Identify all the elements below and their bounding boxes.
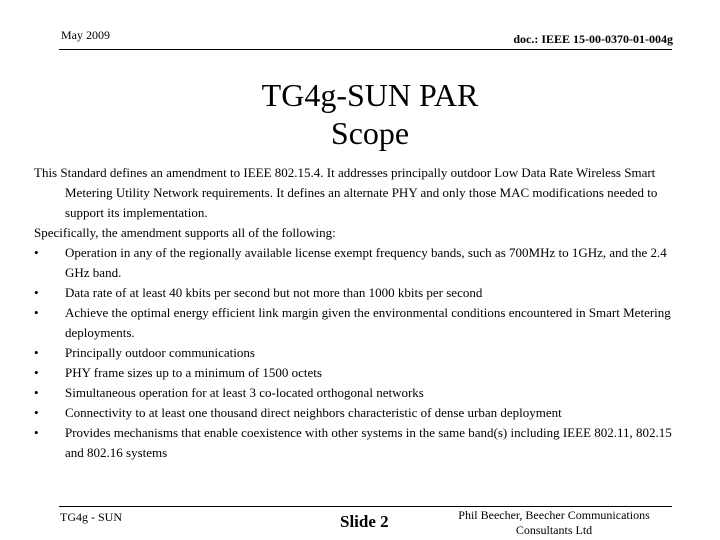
bullet-icon: •: [34, 385, 39, 400]
slide-body: [34, 163, 682, 463]
slide-title: [180, 76, 560, 152]
title-line-1: TG4g-SUN PAR: [261, 77, 479, 113]
bullet-icon: •: [34, 245, 39, 260]
bullet-icon: •: [34, 305, 39, 320]
bullet-text: Data rate of at least 40 kbits per second but not more than 1000 kbits per second: [65, 285, 483, 300]
bullet-item: [34, 343, 682, 363]
bullet-text: Provides mechanisms that enable coexistence with other systems in the same band(s) including IEEE 802.11, 802.15 and 802.16 systems: [65, 425, 672, 460]
footer-author: [452, 508, 656, 538]
bullet-item: [34, 363, 682, 383]
bullet-item: [34, 283, 682, 303]
footer-author-line-1: Phil Beecher, Beecher Communications: [458, 508, 650, 522]
footer-rule: [59, 506, 672, 507]
header-rule: [59, 49, 672, 50]
bullet-text: Operation in any of the regionally available license exempt frequency bands, such as 700MHz to 1GHz, and the 2.4 GHz band.: [65, 245, 667, 280]
bullet-item: [34, 243, 682, 283]
header-date: May 2009: [61, 28, 110, 42]
bullet-text: Simultaneous operation for at least 3 co-located orthogonal networks: [65, 385, 424, 400]
bullet-icon: •: [34, 365, 39, 380]
bullet-list: [34, 243, 682, 463]
bullet-text: PHY frame sizes up to a minimum of 1500 octets: [65, 365, 322, 380]
bullet-text: Connectivity to at least one thousand direct neighbors characteristic of dense urban deployment: [65, 405, 562, 420]
bullet-icon: •: [34, 425, 39, 440]
footer-author-line-2: Consultants Ltd: [515, 523, 593, 537]
bullet-item: [34, 423, 682, 463]
header-doc-id: doc.: IEEE 15-00-0370-01-004g: [513, 32, 673, 46]
bullet-icon: •: [34, 405, 39, 420]
bullet-icon: •: [34, 285, 39, 300]
bullet-item: [34, 383, 682, 403]
bullet-text: Achieve the optimal energy efficient link margin given the environmental conditions encountered in Smart Metering deployments.: [65, 305, 671, 340]
footer-group-name: TG4g - SUN: [60, 510, 122, 524]
bullet-text: Principally outdoor communications: [65, 345, 255, 360]
intro-paragraph: This Standard defines an amendment to IEEE 802.15.4. It addresses principally outdoor Low Data Rate Wireless Smart Metering Utility Network requirements. It defines an alternate PHY and only those MAC modifications needed to support its implementation.: [34, 165, 658, 220]
bullet-item: [34, 403, 682, 423]
bullet-icon: •: [34, 345, 39, 360]
bullet-item: [34, 303, 682, 343]
footer-slide-number: Slide 2: [340, 512, 389, 531]
intro-sentence: Specifically, the amendment supports all of the following:: [34, 225, 336, 240]
title-line-2: Scope: [330, 115, 410, 151]
